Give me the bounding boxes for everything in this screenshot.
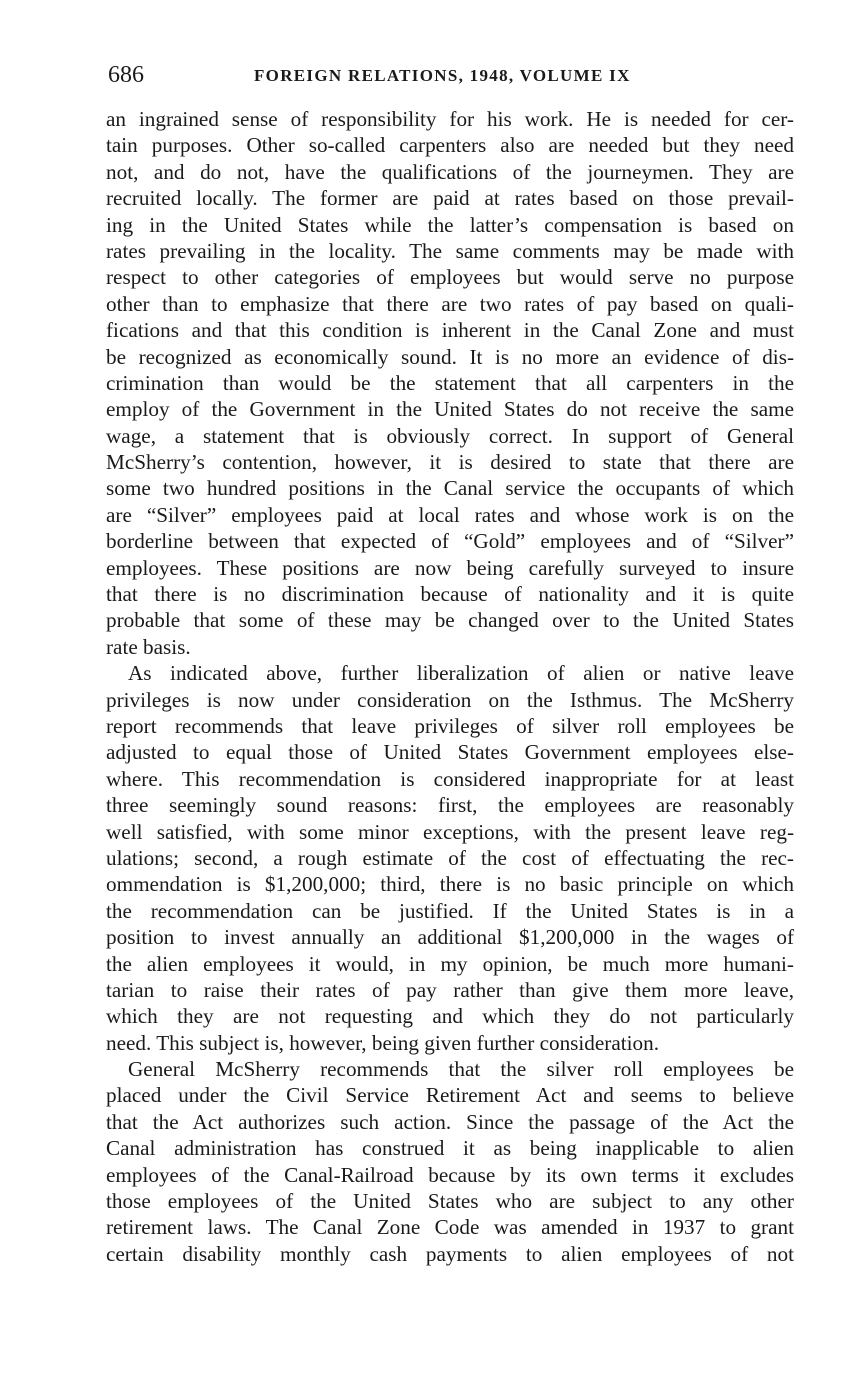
text-line: position to invest annually an additional $1,200,000 in the wages of [106,925,794,950]
text-line: be recognized as economically sound. It is no more an evidence of dis- [106,344,794,369]
text-line: placed under the Civil Service Retirement Act and seems to believe [106,1083,794,1108]
text-line: ommendation is $1,200,000; third, there is no basic principle on which [106,872,794,897]
text-line: ulations; second, a rough estimate of the cost of effectuating the rec- [106,845,794,870]
paragraph-3 [106,1056,794,1267]
text-line: Canal administration has construed it as being inapplicable to alien [106,1136,794,1161]
text-line: employees of the Canal-Railroad because by its own terms it excludes [106,1162,794,1187]
text-line: retirement laws. The Canal Zone Code was amended in 1937 to grant [106,1215,794,1240]
text-line: certain disability monthly cash payments to alien employees of not [106,1241,794,1266]
text-line: three seemingly sound reasons: first, the employees are reasonably [106,793,794,818]
text-line: tain purposes. Other so-called carpenters also are needed but they need [106,133,794,158]
page-number: 686 [108,62,144,88]
text-line: are “Silver” employees paid at local rates and whose work is on the [106,502,794,527]
text-line: McSherry’s contention, however, it is desired to state that there are [106,450,794,475]
text-line: other than to emphasize that there are two rates of pay based on quali- [106,291,794,316]
text-line: probable that some of these may be changed over to the United States [106,608,794,633]
body-text [106,106,794,1267]
text-line: crimination than would be the statement that all carpenters in the [106,370,794,395]
text-line: adjusted to equal those of United States Government employees else- [106,740,794,765]
text-line: privileges is now under consideration on the Isthmus. The McSherry [106,687,794,712]
text-line: employees. These positions are now being carefully surveyed to insure [106,555,794,580]
text-line: ing in the United States while the latter’s compensation is based on [106,212,794,237]
paragraph-1 [106,106,794,660]
text-line: General McSherry recommends that the silver roll employees be [128,1057,794,1082]
text-line: respect to other categories of employees but would serve no purpose [106,265,794,290]
text-line: not, and do not, have the qualifications of the journeymen. They are [106,159,794,184]
text-line: the recommendation can be justified. If the United States is in a [106,898,794,923]
text-line: tarian to raise their rates of pay rather than give them more leave, [106,977,794,1002]
text-line: report recommends that leave privileges of silver roll employees be [106,713,794,738]
text-line: employ of the Government in the United States do not receive the same [106,397,794,422]
text-line: those employees of the United States who are subject to any other [106,1189,794,1214]
text-line: the alien employees it would, in my opinion, be much more humani- [106,951,794,976]
running-head [108,58,796,92]
text-line: where. This recommendation is considered inappropriate for at least [106,766,794,791]
text-line: which they are not requesting and which they do not particularly [106,1004,794,1029]
running-title: FOREIGN RELATIONS, 1948, VOLUME IX [254,66,631,85]
text-line: well satisfied, with some minor exceptions, with the present leave reg- [106,819,794,844]
text-line: fications and that this condition is inherent in the Canal Zone and must [106,318,794,343]
text-line: rates prevailing in the locality. The same comments may be made with [106,238,794,263]
text-line: borderline between that expected of “Gold” employees and of “Silver” [106,529,794,554]
text-line: wage, a statement that is obviously correct. In support of General [106,423,794,448]
text-line: some two hundred positions in the Canal service the occupants of which [106,476,794,501]
text-line: recruited locally. The former are paid at rates based on those prevail- [106,186,794,211]
text-line: As indicated above, further liberalization of alien or native leave [128,661,794,686]
text-line: need. This subject is, however, being given further consideration. [106,1030,660,1055]
text-line: that there is no discrimination because of nationality and it is quite [106,582,794,607]
text-line: that the Act authorizes such action. Since the passage of the Act the [106,1109,794,1134]
paragraph-2 [106,660,794,1056]
text-line: rate basis. [106,634,191,659]
text-line: an ingrained sense of responsibility for his work. He is needed for cer- [106,107,794,131]
